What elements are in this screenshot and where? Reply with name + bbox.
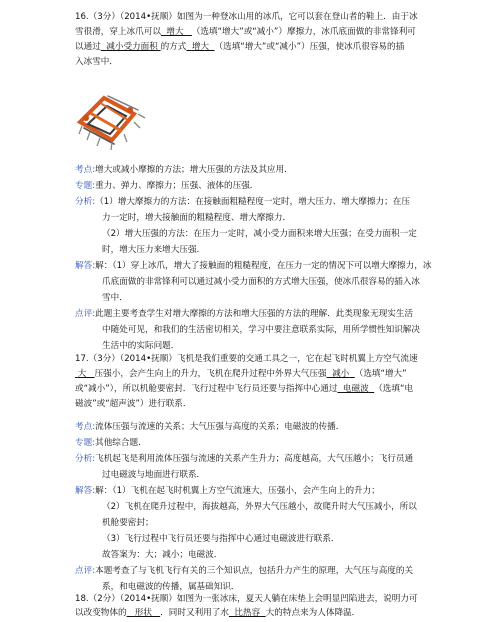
q16-comment-row-2: 中随处可见，和我们的生活密切相关，学习中要注意联系实际，用所学惯性知识解决: [102, 325, 420, 335]
q17-stem-line-2: [75, 367, 407, 382]
q17-comment-row-1: [75, 564, 413, 579]
q17-point-text: 流体压强与流速的关系；大气压强与高度的关系；电磁波的传播．: [95, 422, 345, 432]
q17-analysis-row-2: 过电磁波与地面进行联系．: [102, 470, 206, 480]
q16-analysis-row-3: （2）增大压强的方法：在压力一定时，减小受力面积来增大压强；在受力面积一定: [102, 229, 417, 239]
q17-point-row: [75, 420, 344, 435]
q16-topic-label: 专题:: [75, 181, 96, 191]
q17-solution-label: 解答:: [75, 486, 96, 496]
q17-solution-row-1: [75, 484, 380, 499]
q17-answer-1: 大: [77, 369, 87, 379]
q17-text: （选填“电: [374, 384, 413, 394]
q17-stem-line-1: 17.（3分）（2014•抚顺）飞机是我们重要的交通工具之一，它在起飞时机翼上方空气流速: [75, 354, 418, 364]
q16-text: 以通过: [75, 42, 101, 52]
q16-topic-text: 重力、弹力、摩擦力；压强、液体的压强．: [95, 181, 259, 191]
q16-answer-1: 增大: [166, 27, 184, 37]
q18-answer-2: 比热容: [234, 608, 261, 618]
q16-analysis-text: （1）增大摩擦力的方法：在接触面粗糙程度一定时，增大压力、增大摩擦力；在压: [95, 197, 410, 207]
q16-stem-line-1: 16.（3分）（2014•抚顺）如图为一种登冰山用的冰爪，它可以套在登山者的鞋上．由于冰: [75, 12, 418, 22]
q16-comment-text: 此题主要考查学生对增大摩擦的方法和增大压强的方法的理解．此类现象无现实生活: [95, 309, 414, 319]
q17-stem-line-3: [75, 382, 413, 397]
q17-text: 或“减小”），所以机舱要密封．飞行过程中飞行员还要与指挥中心通过: [75, 384, 338, 394]
crampon-illustration: [74, 84, 148, 152]
q16-answer-2: 减小受力面积: [106, 42, 158, 52]
q17-solution-row-5: 故答案为：大；减小；电磁波．: [102, 550, 223, 560]
q17-point-label: 考点:: [75, 422, 96, 432]
q16-solution-row-3: 雪中．: [102, 293, 128, 303]
q16-point-text: 增大或减小摩擦的方法；增大压强的方法及其应用．: [95, 165, 293, 175]
q17-stem-line-4: 磁波”或“超声波”）进行联系．: [75, 399, 192, 409]
q17-analysis-text: 飞机起飞是利用流体压强与流速的关系产生升力；高度越高，大气压越小；飞行员通: [95, 454, 414, 464]
q16-text: 雪很滑，穿上冰爪可以: [75, 27, 161, 37]
q17-solution-row-2: （2）飞机在爬升过程中，海拔越高，外界大气压越小，故爬升时大气压减小，所以: [102, 502, 417, 512]
q16-analysis-row-4: 时，增大压力来增大压强．: [102, 245, 206, 255]
q17-solution-row-4: （3）飞行过程中飞行员还要与指挥中心通过电磁波进行联系．: [102, 534, 340, 544]
q16-solution-row-1: [75, 259, 431, 274]
q17-comment-row-2: 系，和电磁波的传播，属基础知识．: [102, 582, 240, 592]
q17-answer-2: 减小: [332, 369, 350, 379]
q16-stem-line-2: [75, 25, 416, 40]
q16-answer-3: 增大: [191, 42, 210, 52]
q17-analysis-label: 分析:: [75, 454, 96, 464]
q17-topic-text: 其他综合题．: [95, 438, 147, 448]
q16-analysis-row-1: [75, 195, 410, 210]
q16-point-label: 考点:: [75, 165, 96, 175]
q16-comment-row-1: [75, 307, 413, 322]
q16-text: 的方式: [160, 42, 187, 52]
q17-text: （选填“增大”: [354, 369, 407, 379]
q16-analysis-label: 分析:: [75, 197, 96, 207]
q18-answer-1: 形状: [134, 608, 152, 618]
q16-topic-row: [75, 179, 258, 194]
q16-solution-row-2: 爪底面做的非常锋利可以通过减小受力面积的方式增大压强，使冰爪很容易的插入冰: [102, 277, 420, 287]
q17-solution-row-3: 机舱要密封；: [102, 518, 154, 528]
q16-comment-row-3: 生活中的实际问题．: [102, 341, 180, 351]
q16-text: （选填“增大”或“减小”）摩擦力，冰爪底面做的非常锋利可: [191, 27, 416, 37]
q16-comment-label: 点评:: [75, 309, 96, 319]
q17-topic-row: [75, 436, 147, 451]
q16-stem-line-4: 入冰雪中．: [75, 57, 118, 67]
q18-text: 大的特点来为人体降温．: [265, 608, 361, 618]
q17-topic-label: 专题:: [75, 438, 96, 448]
q17-analysis-row-1: [75, 452, 413, 467]
q16-analysis-row-2: 力一定时，增大接触面的粗糙程度、增大摩擦力．: [102, 213, 292, 223]
q17-solution-text: 解：（1）飞机在起飞时机翼上方空气流速大，压强小，会产生向上的升力；: [95, 486, 380, 496]
q18-stem-line-1: 18.（2分）（2014•抚顺）如图为一张冰床，夏天人躺在床垫上会明显凹陷进去，说明力可: [75, 594, 418, 604]
q17-comment-text: 本题考查了与飞机飞行有关的三个知识点，包括升力产生的原理，大气压与高度的关: [95, 566, 414, 576]
q16-point-row: [75, 163, 293, 178]
q17-comment-label: 点评:: [75, 566, 96, 576]
q18-stem-line-2: [75, 606, 360, 621]
q16-stem-line-3: [75, 40, 404, 55]
q18-text: ．同时又利用了水: [160, 608, 229, 618]
q17-text: 压强小，会产生向上的升力，飞机在爬升过程中外界大气压强: [94, 369, 327, 379]
q16-solution-text: 解：（1）穿上冰爪，增大了接触面的粗糙程度，在压力一定的情况下可以增大摩擦力，冰: [95, 261, 432, 271]
q16-solution-label: 解答:: [75, 261, 96, 271]
q17-answer-3: 电磁波: [342, 384, 369, 394]
q16-text: （选填“增大”或“减小”）压强，使冰爪很容易的插: [214, 42, 405, 52]
q18-text: 以改变物体的: [75, 608, 127, 618]
